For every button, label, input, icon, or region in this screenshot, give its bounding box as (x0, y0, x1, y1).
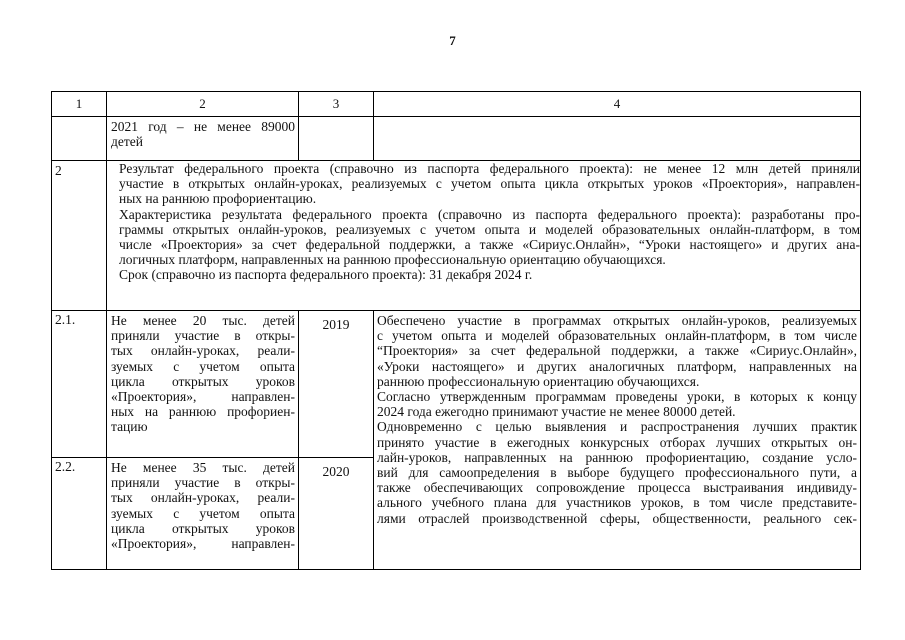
text-line: ных на раннюю профориентацию. (119, 191, 317, 207)
text-line: Не менее 35 тыс. детей (111, 460, 295, 475)
text-line: Обеспечено участие в программах открытых онлайн-уроков, реализуемых (377, 313, 857, 328)
text-line: принято участие в ежегодных конкурсных отборах лучших открытых он- (377, 434, 857, 450)
cont-col-2 (107, 117, 299, 161)
cont-col-3 (299, 117, 374, 161)
cont-col-4 (374, 117, 861, 161)
text-line: Результат федерального проекта (справочно из паспорта федерального проекта): не менее 12 млн детей приняли (119, 161, 860, 176)
header-col-2: 2 (107, 92, 299, 117)
row-2-2-year: 2020 (299, 458, 374, 570)
text-line: «Проектория», направлен- (111, 536, 295, 552)
text-line: Срок (справочно из паспорта федерального проекта): 31 декабря 2024 г. (119, 267, 533, 283)
text-line: числе «Проектория» за счет федеральной поддержки, а также «Сириус.Онлайн», “Уроки настоящего» и других ана- (119, 237, 860, 253)
table-row-continuation (52, 117, 861, 161)
table-row-2-1 (52, 311, 861, 458)
row-2-1-number: 2.1. (52, 311, 107, 458)
text-line: тацию (111, 419, 148, 435)
text-line: логичных платформ, направленных на раннюю профессиональную ориентацию обучающихся. (119, 252, 666, 268)
text-line: цикла открытых уроков (111, 373, 295, 389)
text-line: зуемых с учетом опыта (111, 358, 295, 374)
text-line: лайн-уроков, направленных на раннюю профориентацию, создание усло- (377, 449, 857, 465)
text-line: 2021 год – не менее 89000 (111, 119, 295, 134)
text-line: приняли участие в откры- (111, 328, 295, 344)
text-line: Характеристика результата федерального проекта (справочно из паспорта федерального проекта): разработаны про- (119, 206, 860, 222)
header-col-3: 3 (299, 92, 374, 117)
text-line: Не менее 20 тыс. детей (111, 313, 295, 328)
text-line: лями отраслей производственной сферы, общественности, реального сек- (377, 510, 857, 526)
header-col-4: 4 (374, 92, 861, 117)
text-line: граммы открытых онлайн-уроков, реализуемых с учетом опыта и моделей образовательных онлайн-платформ, в том (119, 221, 860, 237)
row-2-1-description (107, 311, 299, 458)
text-line: также обеспечивающих сопровождение процесса выстраивания индивиду- (377, 480, 857, 496)
text-line: приняли участие в откры- (111, 475, 295, 491)
table-row-result-2 (52, 161, 861, 311)
text-line: вий для самоопределения в выборе будущего профессионального пути, а (377, 465, 857, 481)
cont-col-1 (52, 117, 107, 161)
text-line: ального учебного плана для участников уроков, в том числе представите- (377, 495, 857, 511)
header-col-1: 1 (52, 92, 107, 117)
row-2-number: 2 (52, 161, 107, 311)
text-line: участие в открытых онлайн-уроках, реализуемых с учетом опыта цикла открытых уроков «Проектория», направлен- (119, 176, 860, 192)
page-number: 7 (449, 33, 456, 48)
text-line: “Проектория» за счет федеральной поддержки, а также «Сириус.Онлайн», (377, 343, 857, 359)
text-line: «Уроки настоящего» и других аналогичных платформ, направленных на (377, 358, 857, 374)
merged-measures-text (374, 311, 861, 570)
text-line: раннюю профессиональную ориентацию обучающихся. (377, 373, 700, 389)
row-2-result-text (107, 161, 861, 311)
federal-project-table (51, 91, 861, 570)
text-line: с учетом опыта и моделей образовательных онлайн-платформ, в том числе (377, 328, 857, 344)
text-line: Согласно утвержденным программам проведены уроки, в которых к концу (377, 389, 857, 405)
row-2-1-year: 2019 (299, 311, 374, 458)
text-line: Одновременно с целью выявления и распространения лучших практик (377, 419, 857, 435)
row-2-2-description (107, 458, 299, 570)
text-line: цикла открытых уроков (111, 520, 295, 536)
table-header-row (52, 92, 861, 117)
text-line: тых онлайн-уроках, реали- (111, 343, 295, 359)
text-line: зуемых с учетом опыта (111, 505, 295, 521)
text-line: детей (111, 134, 143, 150)
text-line: ных на раннюю профориен- (111, 404, 295, 420)
text-line: 2024 года ежегодно принимают участие не менее 80000 детей. (377, 404, 736, 420)
text-line: тых онлайн-уроках, реали- (111, 490, 295, 506)
row-2-2-number: 2.2. (52, 458, 107, 570)
text-line: «Проектория», направлен- (111, 389, 295, 405)
